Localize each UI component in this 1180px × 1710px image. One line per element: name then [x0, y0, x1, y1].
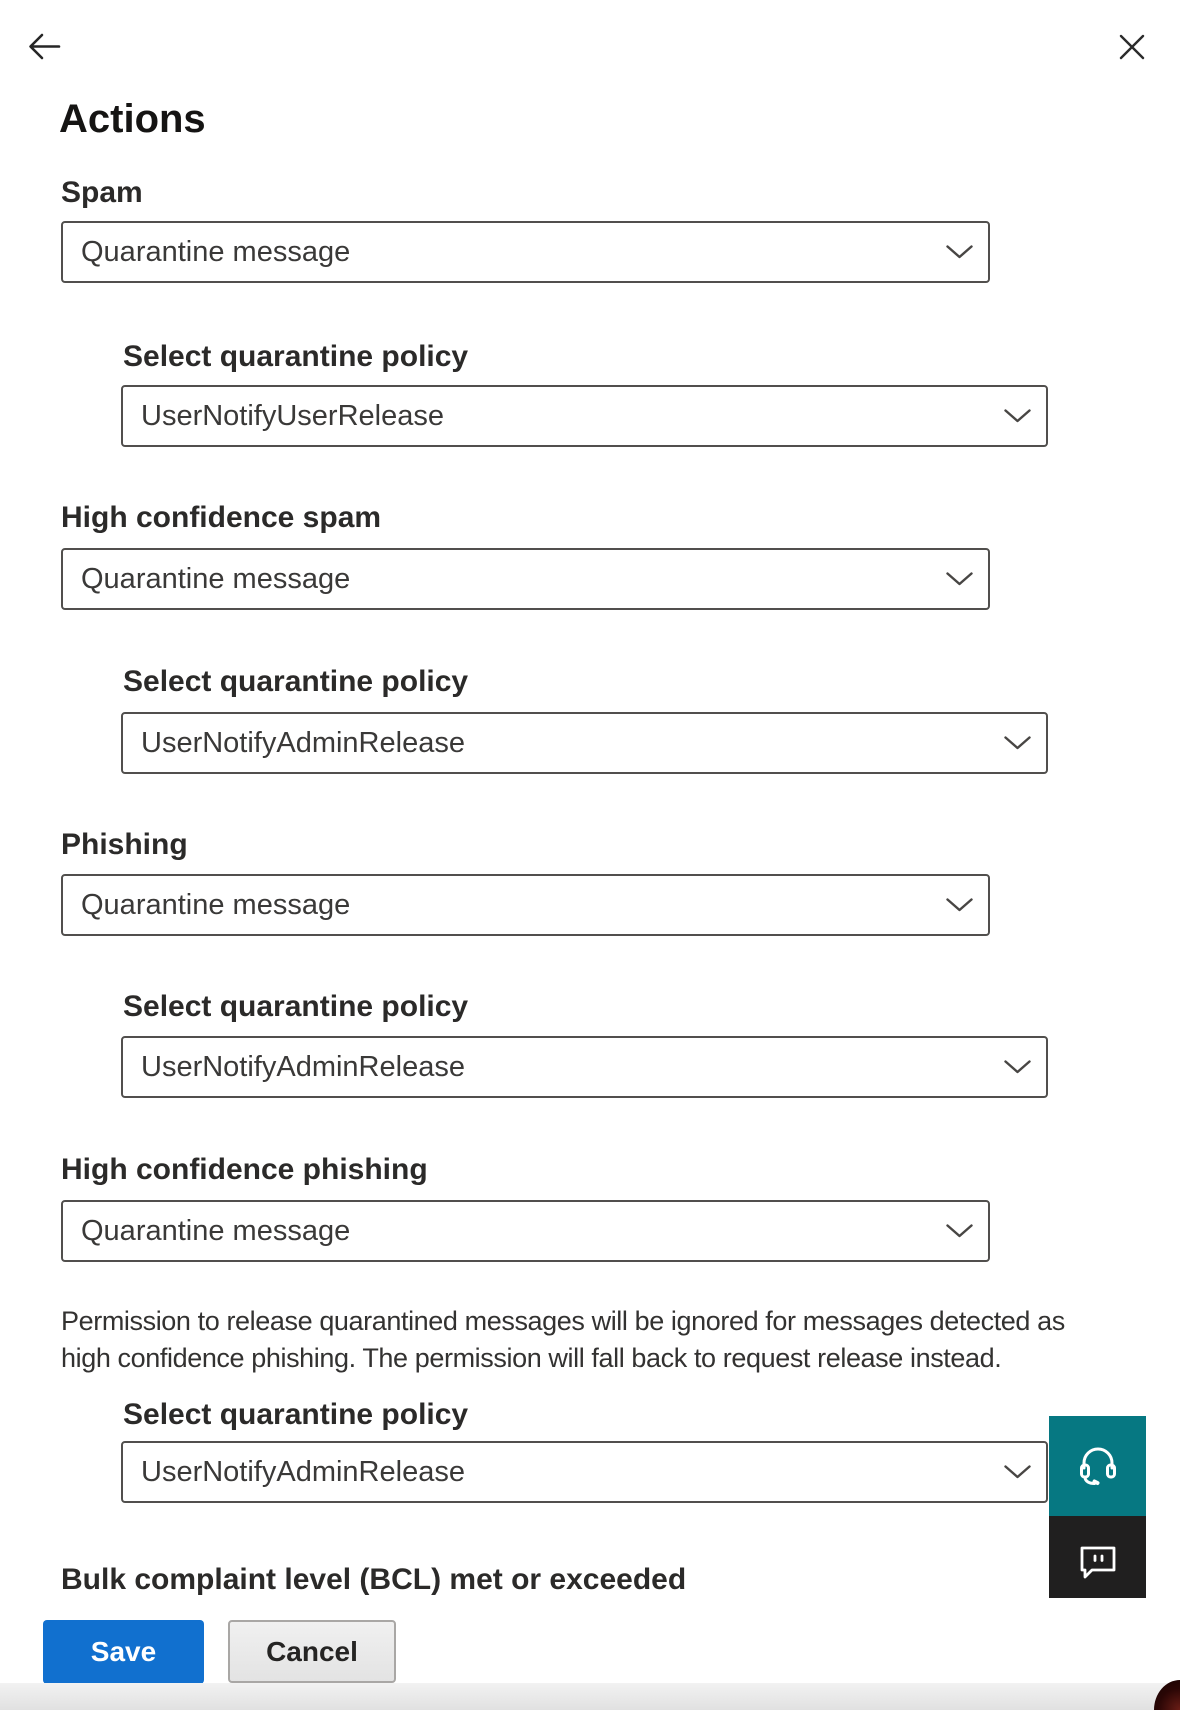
chevron-down-icon — [946, 898, 973, 912]
dropdown-hcs-action[interactable] — [61, 548, 990, 610]
dropdown-spam-policy-value: UserNotifyUserRelease — [141, 399, 444, 432]
dropdown-hcs-policy-value: UserNotifyAdminRelease — [141, 726, 465, 759]
label-spam-policy: Select quarantine policy — [123, 340, 469, 373]
dropdown-hcs-policy[interactable] — [121, 712, 1048, 774]
dropdown-spam-action[interactable] — [61, 221, 990, 283]
footer-gradient-strip — [0, 1683, 1180, 1710]
close-icon — [1117, 50, 1147, 65]
dropdown-hcp-action-value: Quarantine message — [81, 1214, 351, 1247]
cancel-button[interactable]: Cancel — [228, 1620, 396, 1683]
label-bulk-complaint-clipped — [61, 1562, 961, 1598]
dropdown-hcs-action-value: Quarantine message — [81, 562, 351, 595]
hcp-release-note — [61, 1303, 1065, 1377]
dropdown-hcp-policy-value: UserNotifyAdminRelease — [141, 1455, 465, 1488]
chevron-down-icon — [946, 245, 973, 259]
chevron-down-icon — [1004, 736, 1031, 750]
label-hcs-policy: Select quarantine policy — [123, 665, 469, 698]
dropdown-hcp-action[interactable] — [61, 1200, 990, 1262]
dropdown-phishing-action-value: Quarantine message — [81, 888, 351, 921]
page-title: Actions — [59, 97, 206, 141]
label-bulk-complaint-text: Bulk complaint level (BCL) met or exceeded — [61, 1563, 687, 1596]
label-hcp-policy: Select quarantine policy — [123, 1398, 469, 1431]
back-button[interactable] — [26, 32, 64, 64]
label-phishing-policy: Select quarantine policy — [123, 990, 469, 1023]
back-arrow-icon — [26, 52, 64, 67]
label-high-confidence-phishing: High confidence phishing — [61, 1153, 428, 1186]
footer-bar — [0, 1598, 1180, 1710]
label-spam: Spam — [61, 176, 143, 209]
dropdown-spam-action-value: Quarantine message — [81, 235, 351, 268]
support-button[interactable] — [1049, 1416, 1146, 1516]
hcp-release-note-line1: Permission to release quarantined messages will be ignored for messages detected as — [61, 1306, 1065, 1336]
chevron-down-icon — [946, 572, 973, 586]
chevron-down-icon — [1004, 1060, 1031, 1074]
save-button[interactable]: Save — [43, 1620, 204, 1684]
chevron-down-icon — [1004, 1465, 1031, 1479]
headset-icon — [1074, 1441, 1122, 1492]
chevron-down-icon — [1004, 409, 1031, 423]
label-phishing: Phishing — [61, 828, 188, 861]
dropdown-phishing-policy[interactable] — [121, 1036, 1048, 1098]
label-high-confidence-spam: High confidence spam — [61, 501, 382, 534]
close-button[interactable] — [1116, 32, 1148, 64]
chevron-down-icon — [946, 1224, 973, 1238]
dropdown-phishing-policy-value: UserNotifyAdminRelease — [141, 1050, 465, 1083]
dropdown-hcp-policy[interactable] — [121, 1441, 1048, 1503]
chat-bubble-icon — [1076, 1540, 1120, 1587]
feedback-button[interactable] — [1049, 1516, 1146, 1610]
hcp-release-note-line2: high confidence phishing. The permission will fall back to request release instead. — [61, 1343, 1002, 1373]
dropdown-phishing-action[interactable] — [61, 874, 990, 936]
dropdown-spam-policy[interactable] — [121, 385, 1048, 447]
